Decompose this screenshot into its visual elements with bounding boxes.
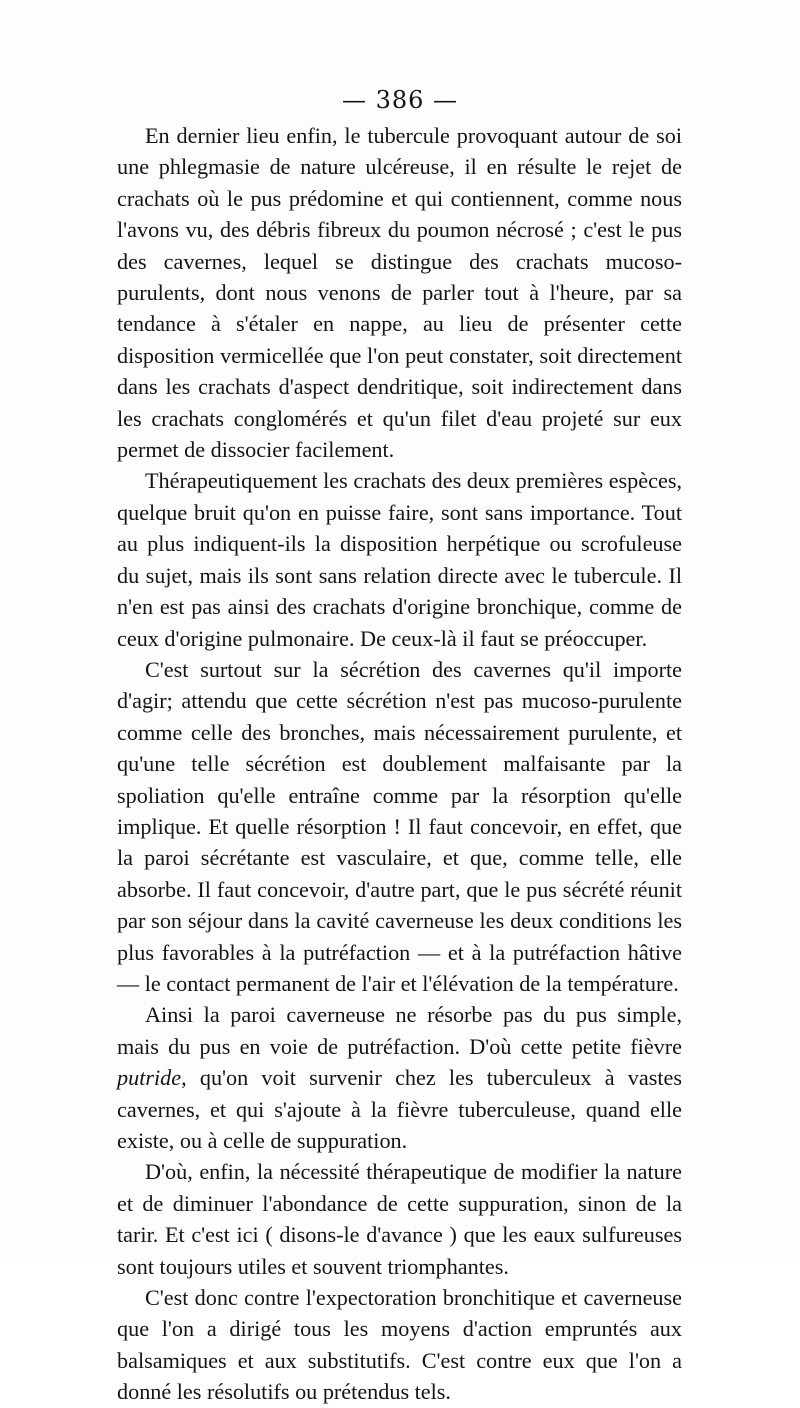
paragraph-6 <box>117 1282 682 1408</box>
paragraph-4 <box>117 999 682 1156</box>
paragraph-4-text-a: Ainsi la paroi caverneuse ne résorbe pas du pus simple, mais du pus en voie de putréfaction. D'où cette petite fièvre <box>117 1002 682 1059</box>
paragraph-2-text: Thérapeutiquement les crachats des deux premières espèces, quelque bruit qu'on en puisse faire, sont sans importance. Tout au plus indiquent-ils la disposition herpétique ou scrofuleuse du sujet, mais ils sont sans relation directe avec le tubercule. Il n'en est pas ainsi des crachats d'origine bronchique, comme de ceux d'origine pulmonaire. De ceux-là il faut se préoccuper. <box>117 468 682 651</box>
paragraph-3 <box>117 654 682 999</box>
paragraph-5 <box>117 1156 682 1282</box>
paragraph-6-text: C'est donc contre l'expectoration bronchitique et caverneuse que l'on a dirigé tous les moyens d'action empruntés aux balsamiques et aux substitutifs. C'est contre eux que l'on a donné les résolutifs ou prétendus tels. <box>117 1285 682 1405</box>
paragraph-5-text: D'où, enfin, la nécessité thérapeutique de modifier la nature et de diminuer l'abondance de cette suppuration, sinon de la tarir. Et c'est ici ( disons-le d'avance ) que les eaux sulfureuses sont toujours utiles et souvent triomphantes. <box>117 1159 682 1279</box>
paragraph-4-text-b: , qu'on voit survenir chez les tuberculeux à vastes cavernes, et qui s'ajoute à la fièvre tuberculeuse, quand elle existe, ou à celle de suppuration. <box>117 1065 682 1153</box>
paragraph-1 <box>117 120 682 465</box>
page-number: — 386 — <box>341 86 459 114</box>
paragraph-4-italic-word: putride <box>117 1065 182 1091</box>
paragraph-1-text: En dernier lieu enfin, le tubercule provoquant autour de soi une phlegmasie de nature ulcéreuse, il en résulte le rejet de crachats où le pus prédomine et qui contiennent, comme nous l'avons vu, des débris fibreux du poumon nécrosé ; c'est le pus des cavernes, lequel se distingue des crachats mucoso-purulents, dont nous venons de parler tout à l'heure, par sa tendance à s'étaler en nappe, au lieu de présenter cette disposition vermicellée que l'on peut constater, soit directement dans les crachats d'aspect dendritique, soit indirectement dans les crachats conglomérés et qu'un filet d'eau projeté sur eux permet de dissocier facilement. <box>117 123 682 463</box>
paragraph-2 <box>117 465 682 653</box>
body-text <box>117 120 682 1408</box>
paragraph-3-text: C'est surtout sur la sécrétion des cavernes qu'il importe d'agir; attendu que cette sécrétion n'est pas mucoso-purulente comme celle des bronches, mais nécessairement purulente, et qu'une telle sécrétion est doublement malfaisante par la spoliation qu'elle entraîne comme par la résorption qu'elle implique. Et quelle résorption ! Il faut concevoir, en effet, que la paroi sécrétante est vasculaire, et que, comme telle, elle absorbe. Il faut concevoir, d'autre part, que le pus sécrété réunit par son séjour dans la cavité caverneuse les deux conditions les plus favorables à la putréfaction — et à la putréfaction hâtive — le contact permanent de l'air et l'élévation de la température. <box>117 656 682 996</box>
